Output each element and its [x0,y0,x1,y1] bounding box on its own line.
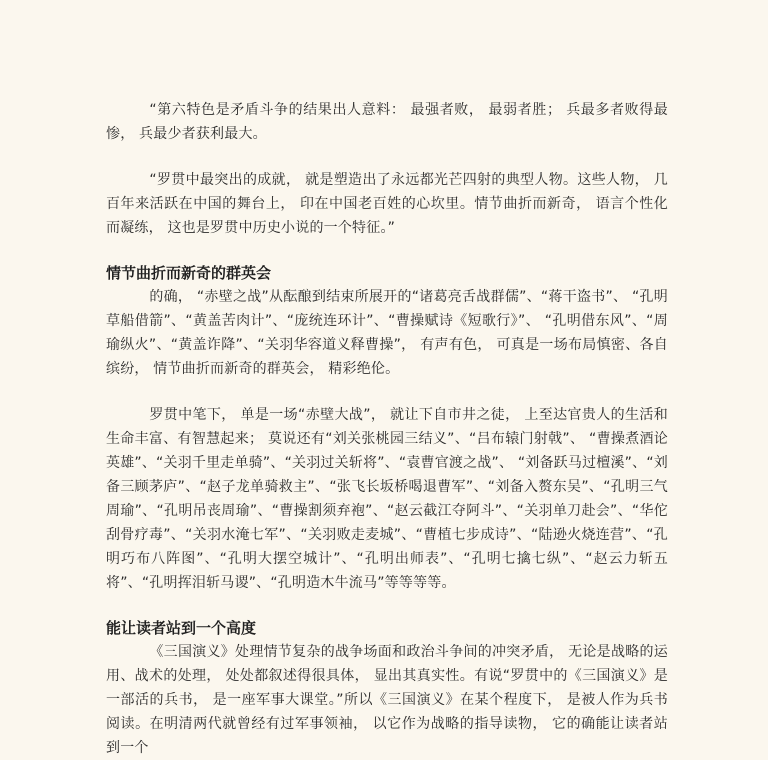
section-heading-height: 能让读者站到一个高度 [106,619,257,637]
section2-paragraph-1: 《三国演义》处理情节复杂的战争场面和政治斗争间的冲突矛盾， 无论是战略的运用、战术的处理， 处处都叙述得很具体， 显出其真实性。有说“罗贯中的《三国演义》是一部活的兵书， 是一座军事大课堂。”所以《三国演义》在某个程度下， 是被人作为兵书阅读。在明清两代就曾经有过军事领袖， 以它作为战略的指导读物， 它的确能让读者站到一个 [106,644,668,756]
section1-paragraph-1: 的确， “赤壁之战”从酝酿到结束所展开的“诸葛亮舌战群儒”、“蒋干盗书”、 “孔明草船借箭”、“黄盖苦肉计”、“庞统连环计”、“曹操赋诗《短歌行》”、 “孔明借东风”、“周瑜纵火”、“黄盖诈降”、“关羽华容道义释曹操”， 有声有色， 可真是一场布局慎密、各自缤纷， 情节曲折而新奇的群英会， 精彩绝伦。 [106,289,668,377]
quote-paragraph-1: “第六特色是矛盾斗争的结果出人意料： 最强者败， 最弱者胜； 兵最多者败得最惨， 兵最少者获利最大。 [106,102,668,142]
section1-paragraph-2: 罗贯中笔下， 单是一场“赤壁大战”， 就让下自市井之徒， 上至达官贵人的生活和生命丰富、有智慧起来； 莫说还有“刘关张桃园三结义”、“吕布辕门射戟”、 “曹操煮酒论英雄”、“关羽千里走单骑”、“关羽过关斩将”、“袁曹官渡之战”、 “刘备跃马过檀溪”、“刘备三顾茅庐”、“赵子龙单骑救主”、“张飞长坂桥喝退曹军”、“刘备入赘东吴”、“孔明三气周瑜”、“孔明吊丧周瑜”、“曹操割须弃袍”、“赵云截江夺阿斗”、“关羽单刀赴会”、“华佗刮骨疗毒”、“关羽水淹七军”、“关羽败走麦城”、“曹植七步成诗”、“陆逊火烧连营”、“孔明巧布八阵图”、“孔明大摆空城计”、“孔明出师表”、“孔明七擒七纵”、“赵云力斩五将”、“孔明挥泪斩马谡”、“孔明造木牛流马”等等等等。 [106,407,668,591]
quote-paragraph-2: “罗贯中最突出的成就， 就是塑造出了永远都光芒四射的典型人物。这些人物， 几百年来活跃在中国的舞台上， 印在中国老百姓的心坎里。情节曲折而新奇， 语言个性化而凝练， 这也是罗贯中历史小说的一个特征。” [106,172,668,236]
section-heading-heroes: 情节曲折而新奇的群英会 [106,264,272,282]
